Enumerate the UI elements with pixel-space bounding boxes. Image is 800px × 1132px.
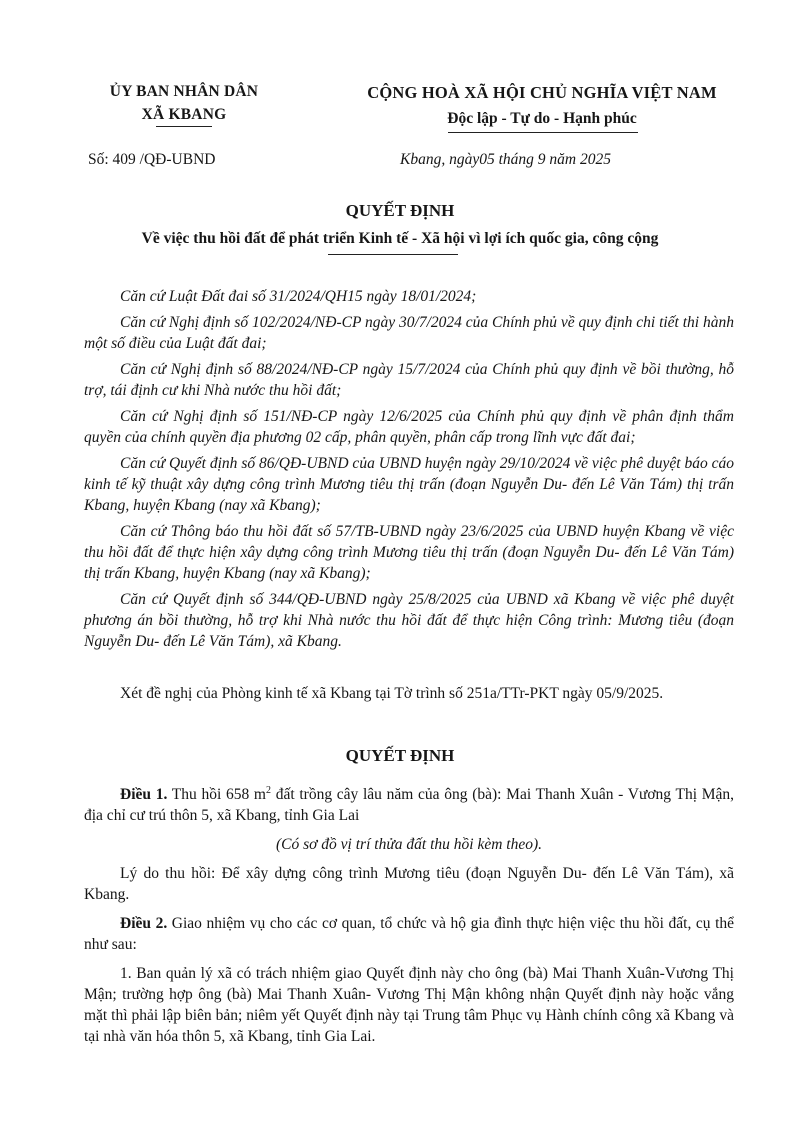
legal-basis-item: Căn cứ Nghị định số 151/NĐ-CP ngày 12/6/2025 của Chính phủ quy định về phân định thẩm quyền của chính quyền địa phương 02 cấp, phân quyền, phân cấp trong lĩnh vực đất đai; <box>84 408 734 446</box>
decision-body <box>84 784 734 1055</box>
agency-line-1: ỦY BAN NHÂN DÂN <box>109 83 259 100</box>
article-1-text-b: đất trồng cây lâu năm của ông (bà): Mai Thanh Xuân - Vương Thị Mận, địa chỉ cư trú thôn 5, xã Kbang, tỉnh Gia Lai <box>84 786 734 824</box>
article-2-label: Điều 2. <box>120 915 168 932</box>
document-number: Số: 409 /QĐ-UBND <box>88 151 216 168</box>
article-1-label: Điều 1. <box>120 786 168 803</box>
document-subtitle: Về việc thu hồi đất để phát triển Kinh tế - Xã hội vì lợi ích quốc gia, công cộng <box>141 230 659 247</box>
article-1-reason: Lý do thu hồi: Để xây dựng công trình Mương tiêu (đoạn Nguyễn Du- đến Lê Văn Tám), xã Kbang. <box>84 865 734 903</box>
legal-basis-item: Căn cứ Quyết định số 86/QĐ-UBND của UBND huyện ngày 29/10/2024 về việc phê duyệt báo cáo kinh tế kỹ thuật xây dựng công trình Mương tiêu thị trấn (đoạn Nguyễn Du- đến Lê Văn Tám) thị trấn Kbang, huyện Kbang (nay xã Kbang); <box>84 455 734 514</box>
legal-basis-item: Căn cứ Luật Đất đai số 31/2024/QH15 ngày 18/01/2024; <box>120 288 477 305</box>
article-1-note: (Có sơ đồ vị trí thửa đất thu hồi kèm theo). <box>276 836 542 853</box>
nation-name: CỘNG HOÀ XÃ HỘI CHỦ NGHĨA VIỆT NAM <box>367 83 717 102</box>
article-2 <box>84 913 734 955</box>
national-header <box>322 80 762 132</box>
article-1-text-a: Thu hồi 658 m <box>171 786 266 803</box>
legal-basis-item: Căn cứ Quyết định số 344/QĐ-UBND ngày 25/8/2025 của UBND xã Kbang về việc phê duyệt phương án bồi thường, hỗ trợ khi Nhà nước thu hồi đất để thực hiện Công trình: Mương tiêu (đoạn Nguyễn Du- đến Lê Văn Tám), xã Kbang. <box>84 591 734 650</box>
motto-underline <box>448 132 638 133</box>
proposal-paragraph: Xét đề nghị của Phòng kinh tế xã Kbang tại Tờ trình số 251a/TTr-PKT ngày 05/9/2025. <box>120 685 664 702</box>
issuing-agency <box>104 80 264 126</box>
national-motto: Độc lập - Tự do - Hạnh phúc <box>447 110 637 127</box>
agency-underline <box>156 126 212 127</box>
decision-heading: QUYẾT ĐỊNH <box>345 746 455 765</box>
legal-basis-list <box>84 286 734 657</box>
subtitle-underline <box>328 254 458 255</box>
agency-line-2: XÃ KBANG <box>141 106 227 123</box>
document-title: QUYẾT ĐỊNH <box>345 201 455 220</box>
article-2-text: Giao nhiệm vụ cho các cơ quan, tổ chức và hộ gia đình thực hiện việc thu hồi đất, cụ thể như sau: <box>84 915 735 953</box>
legal-basis-item: Căn cứ Thông báo thu hồi đất số 57/TB-UBND ngày 23/6/2025 của UBND huyện Kbang về việc thu hồi đất để thực hiện xây dựng công trình Mương tiêu thị trấn (đoạn Nguyễn Du- đến Lê Văn Tám) thị trấn Kbang, huyện Kbang (nay xã Kbang); <box>84 523 734 582</box>
area-unit-superscript: 2 <box>266 784 271 796</box>
article-2-item-1: 1. Ban quản lý xã có trách nhiệm giao Quyết định này cho ông (bà) Mai Thanh Xuân-Vương Thị Mận; trường hợp ông (bà) Mai Thanh Xuân- Vương Thị Mận không nhận Quyết định này hoặc vắng mặt thì phải lập biên bản; niêm yết Quyết định này tại Trung tâm Phục vụ Hành chính công xã Kbang và tại nhà văn hóa thôn 5, xã Kbang, tỉnh Gia Lai. <box>84 965 734 1045</box>
legal-basis-item: Căn cứ Nghị định số 102/2024/NĐ-CP ngày 30/7/2024 của Chính phủ về quy định chi tiết thi hành một số điều của Luật đất đai; <box>84 314 734 352</box>
place-and-date: Kbang, ngày05 tháng 9 năm 2025 <box>400 151 611 168</box>
legal-basis-item: Căn cứ Nghị định số 88/2024/NĐ-CP ngày 15/7/2024 của Chính phủ quy định về bồi thường, hỗ trợ, tái định cư khi Nhà nước thu hồi đất; <box>84 361 734 399</box>
article-1 <box>84 784 734 826</box>
